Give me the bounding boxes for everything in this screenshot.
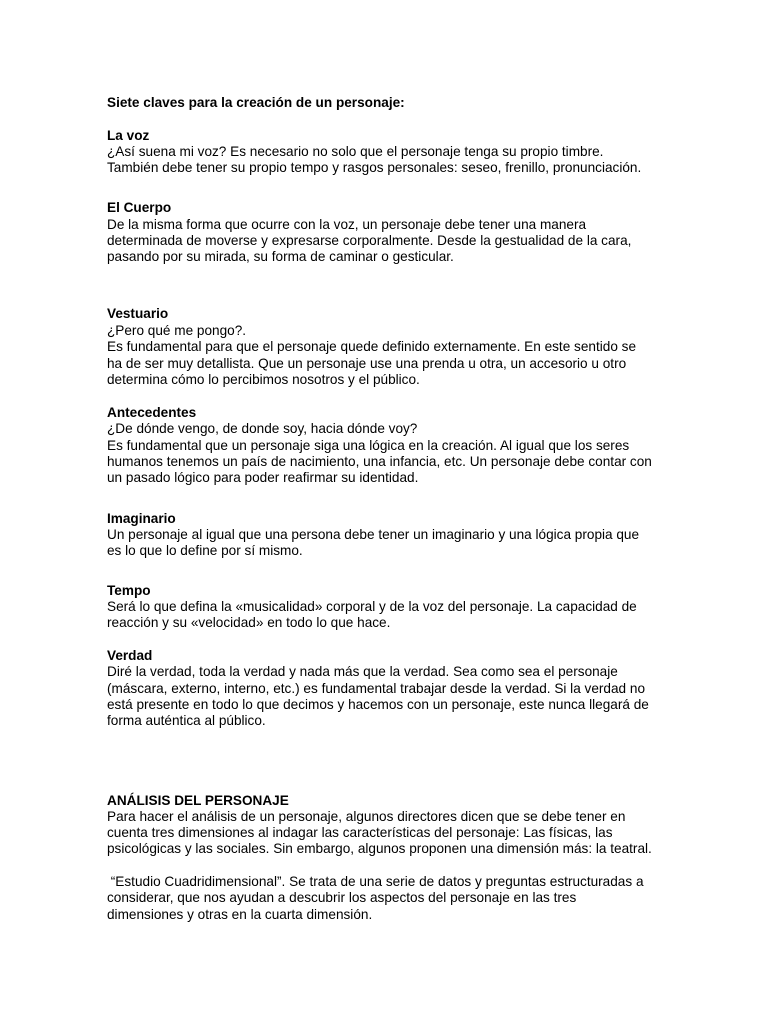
section-heading-antecedentes: Antecedentes xyxy=(107,405,197,420)
paragraph-line: ¿Pero qué me pongo?. xyxy=(107,323,247,338)
paragraph-line: Para hacer el análisis de un personaje, algunos directores dicen que se debe tener en xyxy=(107,809,626,824)
section-heading-analisis-del-personaje: ANÁLISIS DEL PERSONAJE xyxy=(107,793,289,808)
section-heading-la-voz: La voz xyxy=(107,128,150,143)
paragraph-line: humanos tenemos un país de nacimiento, una infancia, etc. Un personaje debe contar con xyxy=(107,454,652,469)
paragraph-line: ¿Así suena mi voz? Es necesario no solo que el personaje tenga su propio timbre. xyxy=(107,144,604,159)
section-heading-el-cuerpo: El Cuerpo xyxy=(107,200,172,215)
paragraph-line: Es fundamental para que el personaje quede definido externamente. En este sentido se xyxy=(107,339,637,354)
paragraph-line: cuenta tres dimensiones al indagar las características del personaje: Las físicas, las xyxy=(107,825,613,840)
paragraph-line: psicológicas y las sociales. Sin embargo, algunos proponen una dimensión más: la teatral. xyxy=(107,841,652,856)
section-heading-tempo: Tempo xyxy=(107,583,151,598)
paragraph-line: Es fundamental que un personaje siga una lógica en la creación. Al igual que los seres xyxy=(107,438,630,453)
paragraph-line: reacción y su «velocidad» en todo lo que hace. xyxy=(107,615,391,630)
paragraph-line: forma auténtica al público. xyxy=(107,713,266,728)
paragraph-line: Diré la verdad, toda la verdad y nada más que la verdad. Sea como sea el personaje xyxy=(107,664,618,679)
paragraph-line: También debe tener su propio tempo y rasgos personales: seseo, frenillo, pronunciación. xyxy=(107,160,642,175)
paragraph-line: Un personaje al igual que una persona debe tener un imaginario y una lógica propia que xyxy=(107,527,640,542)
paragraph-line: pasando por su mirada, su forma de caminar o gesticular. xyxy=(107,249,454,264)
paragraph-line: determinada de moverse y expresarse corporalmente. Desde la gestualidad de la cara, xyxy=(107,233,632,248)
paragraph-line: es lo que lo define por sí mismo. xyxy=(107,543,303,558)
document-title: Siete claves para la creación de un personaje: xyxy=(107,95,405,110)
section-heading-vestuario: Vestuario xyxy=(107,306,169,321)
paragraph-line: “Estudio Cuadridimensional”. Se trata de una serie de datos y preguntas estructuradas a xyxy=(107,874,644,889)
paragraph-line: (máscara, externo, interno, etc.) es fundamental trabajar desde la verdad. Si la verdad no xyxy=(107,681,646,696)
section-heading-imaginario: Imaginario xyxy=(107,511,176,526)
paragraph-line: ha de ser muy detallista. Que un personaje use una prenda u otra, un accesorio u otro xyxy=(107,356,627,371)
paragraph-line: ¿De dónde vengo, de donde soy, hacia dónde voy? xyxy=(107,421,418,436)
paragraph-line: De la misma forma que ocurre con la voz, un personaje debe tener una manera xyxy=(107,217,587,232)
paragraph-line: determina cómo lo percibimos nosotros y el público. xyxy=(107,372,420,387)
paragraph-line: dimensiones y otras en la cuarta dimensión. xyxy=(107,907,373,922)
paragraph-line: está presente en todo lo que decimos y hacemos con un personaje, este nunca llegará de xyxy=(107,697,649,712)
paragraph-line: considerar, que nos ayudan a descubrir los aspectos del personaje en las tres xyxy=(107,890,577,905)
paragraph-line: un pasado lógico para poder reafirmar su identidad. xyxy=(107,470,419,485)
section-heading-verdad: Verdad xyxy=(107,648,153,663)
paragraph-line: Será lo que defina la «musicalidad» corporal y de la voz del personaje. La capacidad de xyxy=(107,599,637,614)
